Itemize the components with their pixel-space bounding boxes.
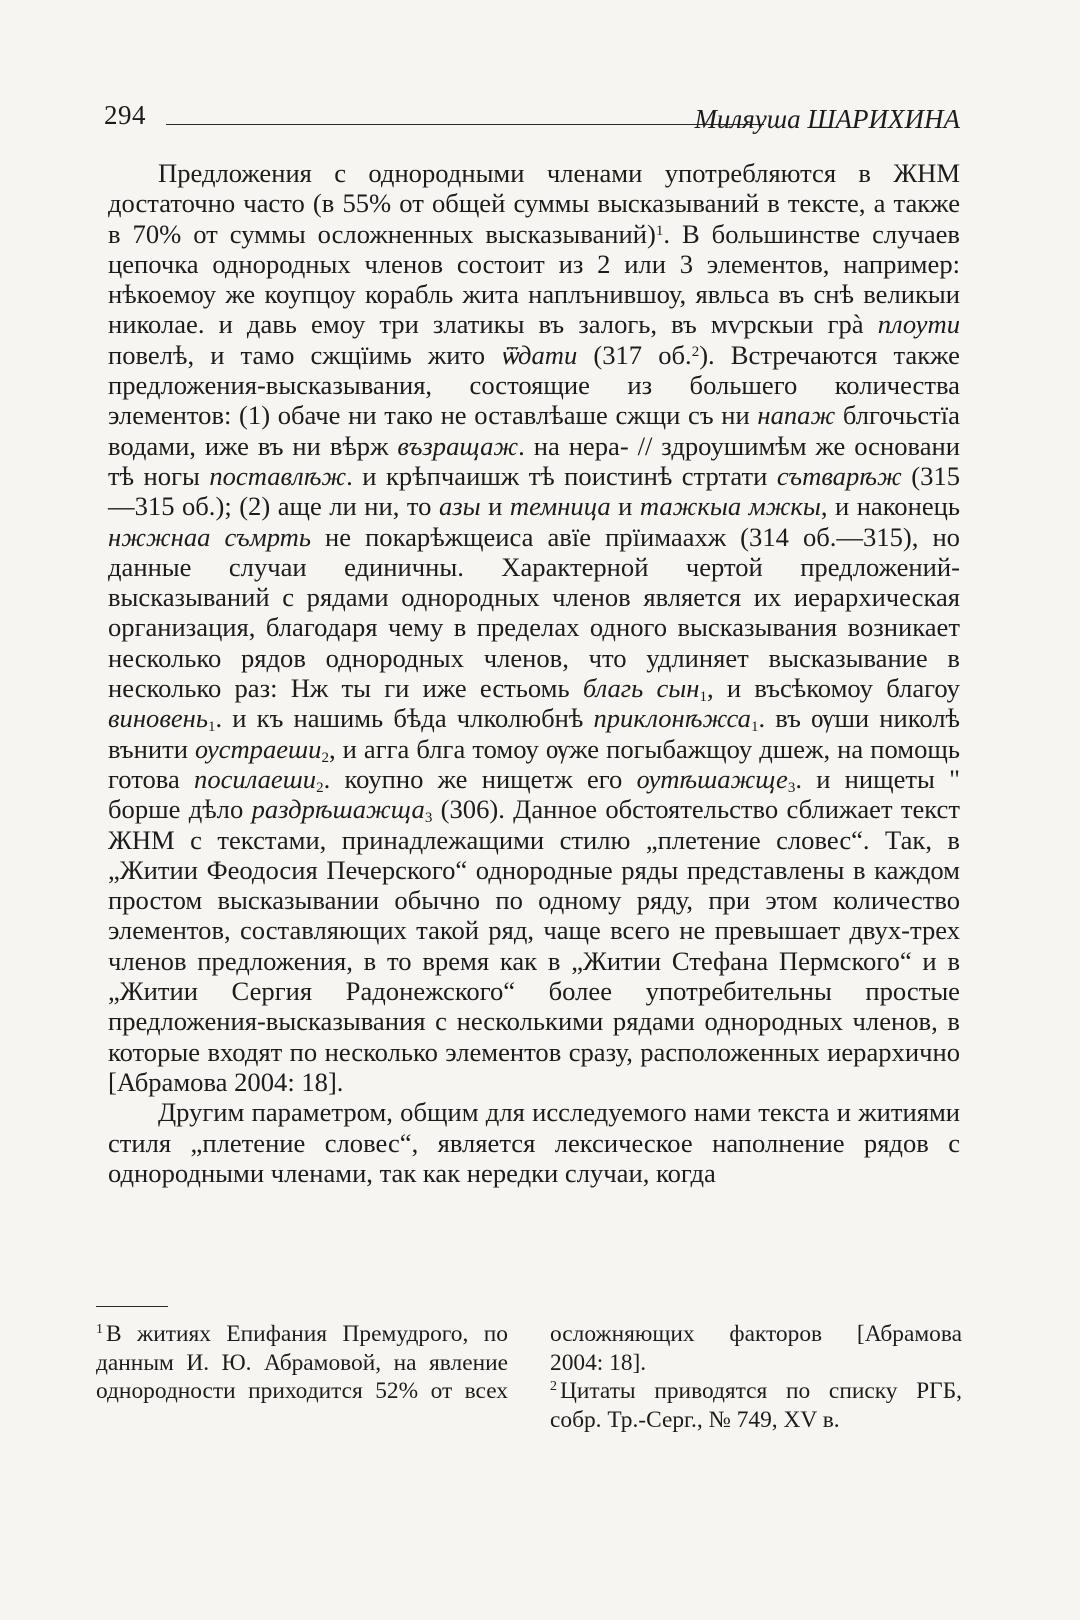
quoted-italic: темница bbox=[509, 491, 611, 522]
quoted-italic: раздрѣшажща bbox=[251, 794, 425, 825]
footnote-1-number: 1 bbox=[96, 1321, 103, 1337]
text-run: ). Встречаются также предложения-высказывания, состоящие из большего количества элементов: (1) обаче ни тако не оставлѣаше сжщи съ ни bbox=[108, 339, 960, 431]
quoted-italic: тажкыа мжкы bbox=[639, 491, 821, 522]
quoted-italic: приклонѣжса bbox=[593, 703, 751, 734]
footnote-2-text: Цитаты приводятся по списку РГБ, собр. Тр.-Серг., № 749, XV в. bbox=[550, 1378, 962, 1433]
text-run: . въ ѹши николѣ вънити bbox=[108, 703, 960, 764]
text-run: , и въсѣкомоу благоу bbox=[707, 673, 960, 704]
running-head-author: Миляуша ШАРИХИНА bbox=[694, 104, 960, 134]
quoted-italic: посилаеши bbox=[194, 763, 317, 794]
quoted-italic: плоути bbox=[877, 309, 960, 340]
running-head bbox=[104, 100, 960, 140]
text-run: (315—315 об.); (2) аще ли ни, то bbox=[108, 460, 960, 522]
quoted-italic: поставлѣж bbox=[209, 460, 347, 491]
text-run: . и къ нашимь бѣда члколюбнѣ bbox=[215, 703, 594, 734]
text-run: . коупно же нищетж его bbox=[323, 763, 637, 794]
text-run: . и крѣпчаишж тѣ поистинѣ стртати bbox=[346, 460, 777, 491]
text-run: не покарѣжщеиса авїе прїимаахж (314 об.—315), но данные случаи единичны. Характерной чертой предложений-высказываний с рядами однородных членов является их иерархическая организация, благодаря чему в пределах одного высказывания возникает несколько рядов однородных членов, что удлиняет высказывание в несколько раз: Нж ты ги иже естьомь bbox=[108, 521, 960, 704]
paragraph-2: Другим параметром, общим для исследуемого нами текста и житиями стиля „плетение словес“, является лексическое наполнение рядов с однородными членами, так как нередки случаи, когда bbox=[108, 1097, 960, 1188]
footnote-ref: 1 bbox=[655, 222, 664, 239]
footnote-ref: 2 bbox=[691, 343, 700, 360]
footnote-rule bbox=[96, 1306, 168, 1307]
footnote-2 bbox=[550, 1377, 962, 1434]
footnotes bbox=[96, 1320, 962, 1460]
quoted-italic: азы bbox=[438, 491, 481, 522]
text-run: Предложения с однородными членами употребляются в ЖНМ достаточно часто (в 55% от общей суммы высказываний в тексте, а также в 70% от суммы осложненных высказываний) bbox=[108, 158, 960, 249]
paragraph-1 bbox=[108, 158, 960, 1097]
text-run: и bbox=[480, 491, 510, 522]
text-run: и bbox=[610, 491, 640, 522]
member-index: 2 bbox=[321, 749, 329, 766]
body-text bbox=[108, 158, 960, 1188]
text-run: . и нищеты " борше дѣло bbox=[108, 763, 960, 825]
member-index: 1 bbox=[750, 719, 759, 736]
header-rule bbox=[166, 124, 764, 125]
quoted-italic: ѹстраеши bbox=[195, 733, 322, 764]
footnote-2-number: 2 bbox=[550, 1378, 557, 1394]
footnote-1-text: В житиях Епифания Премудрого, по данным И. Ю. Абрамовой, на явление однородности приходится 52% от всех осложняющих факторов [Абрамова 2004: 18]. bbox=[96, 1321, 962, 1405]
quoted-italic: сътварѣж bbox=[776, 460, 902, 491]
text-run: блгочьстїа водами, иже въ ни вѣрж bbox=[108, 400, 960, 461]
quoted-italic: нжжнаа съмрть bbox=[108, 521, 311, 552]
page-number: 294 bbox=[104, 100, 146, 130]
member-index: 2 bbox=[316, 779, 324, 796]
quoted-italic: напаж bbox=[757, 400, 836, 431]
member-index: 1 bbox=[699, 688, 707, 705]
text-run: , и агга блга томоу ѹже погыбажщоу дшеж, на помощь готова bbox=[108, 733, 960, 794]
text-run: . на нера- // здроушимѣм же основани тѣ ногы bbox=[108, 430, 960, 491]
quoted-italic: виновень bbox=[108, 703, 208, 734]
quoted-italic: възращаж bbox=[397, 430, 519, 461]
text-run: . В большинстве случаев цепочка однородных членов состоит из 2 или 3 элементов, например: нѣкоемоу же коупцоу корабль жита наплънившоу, явльса въ снѣ великыи николае. и давь емоу три златикы въ залогь, въ мѵрскыи грà bbox=[108, 218, 960, 340]
text-run: , и наконець bbox=[820, 491, 960, 522]
text-run: (317 об. bbox=[577, 339, 692, 370]
quoted-italic: благь сын bbox=[582, 673, 700, 704]
quoted-italic: ѹтѣшажще bbox=[636, 763, 788, 794]
text-run: (306). Данное обстоятельство сближает текст ЖНМ с текстами, принадлежащими стилю „плетение словес“. Так, в „Житии Феодосия Печерского“ однородные ряды представлены в каждом простом высказывании обычно по одному ряду, при этом количество элементов, составляющих такой ряд, чаще всего не превышает двух-трех членов предложения, в то время как в „Житии Стефана Пермского“ и в „Житии Сергия Радонежского“ более употребительны простые предложения-высказывания с несколькими рядами однородных членов, в которые входят по несколько элементов сразу, расположенных иерархично [Абрамова 2004: 18]. bbox=[108, 794, 960, 1097]
member-index: 3 bbox=[424, 809, 433, 826]
member-index: 1 bbox=[207, 719, 216, 736]
text-run: повелѣ, и тамо сжщїимь жито bbox=[108, 339, 502, 370]
member-index: 3 bbox=[787, 779, 796, 796]
quoted-italic: ѿдати bbox=[501, 339, 578, 370]
